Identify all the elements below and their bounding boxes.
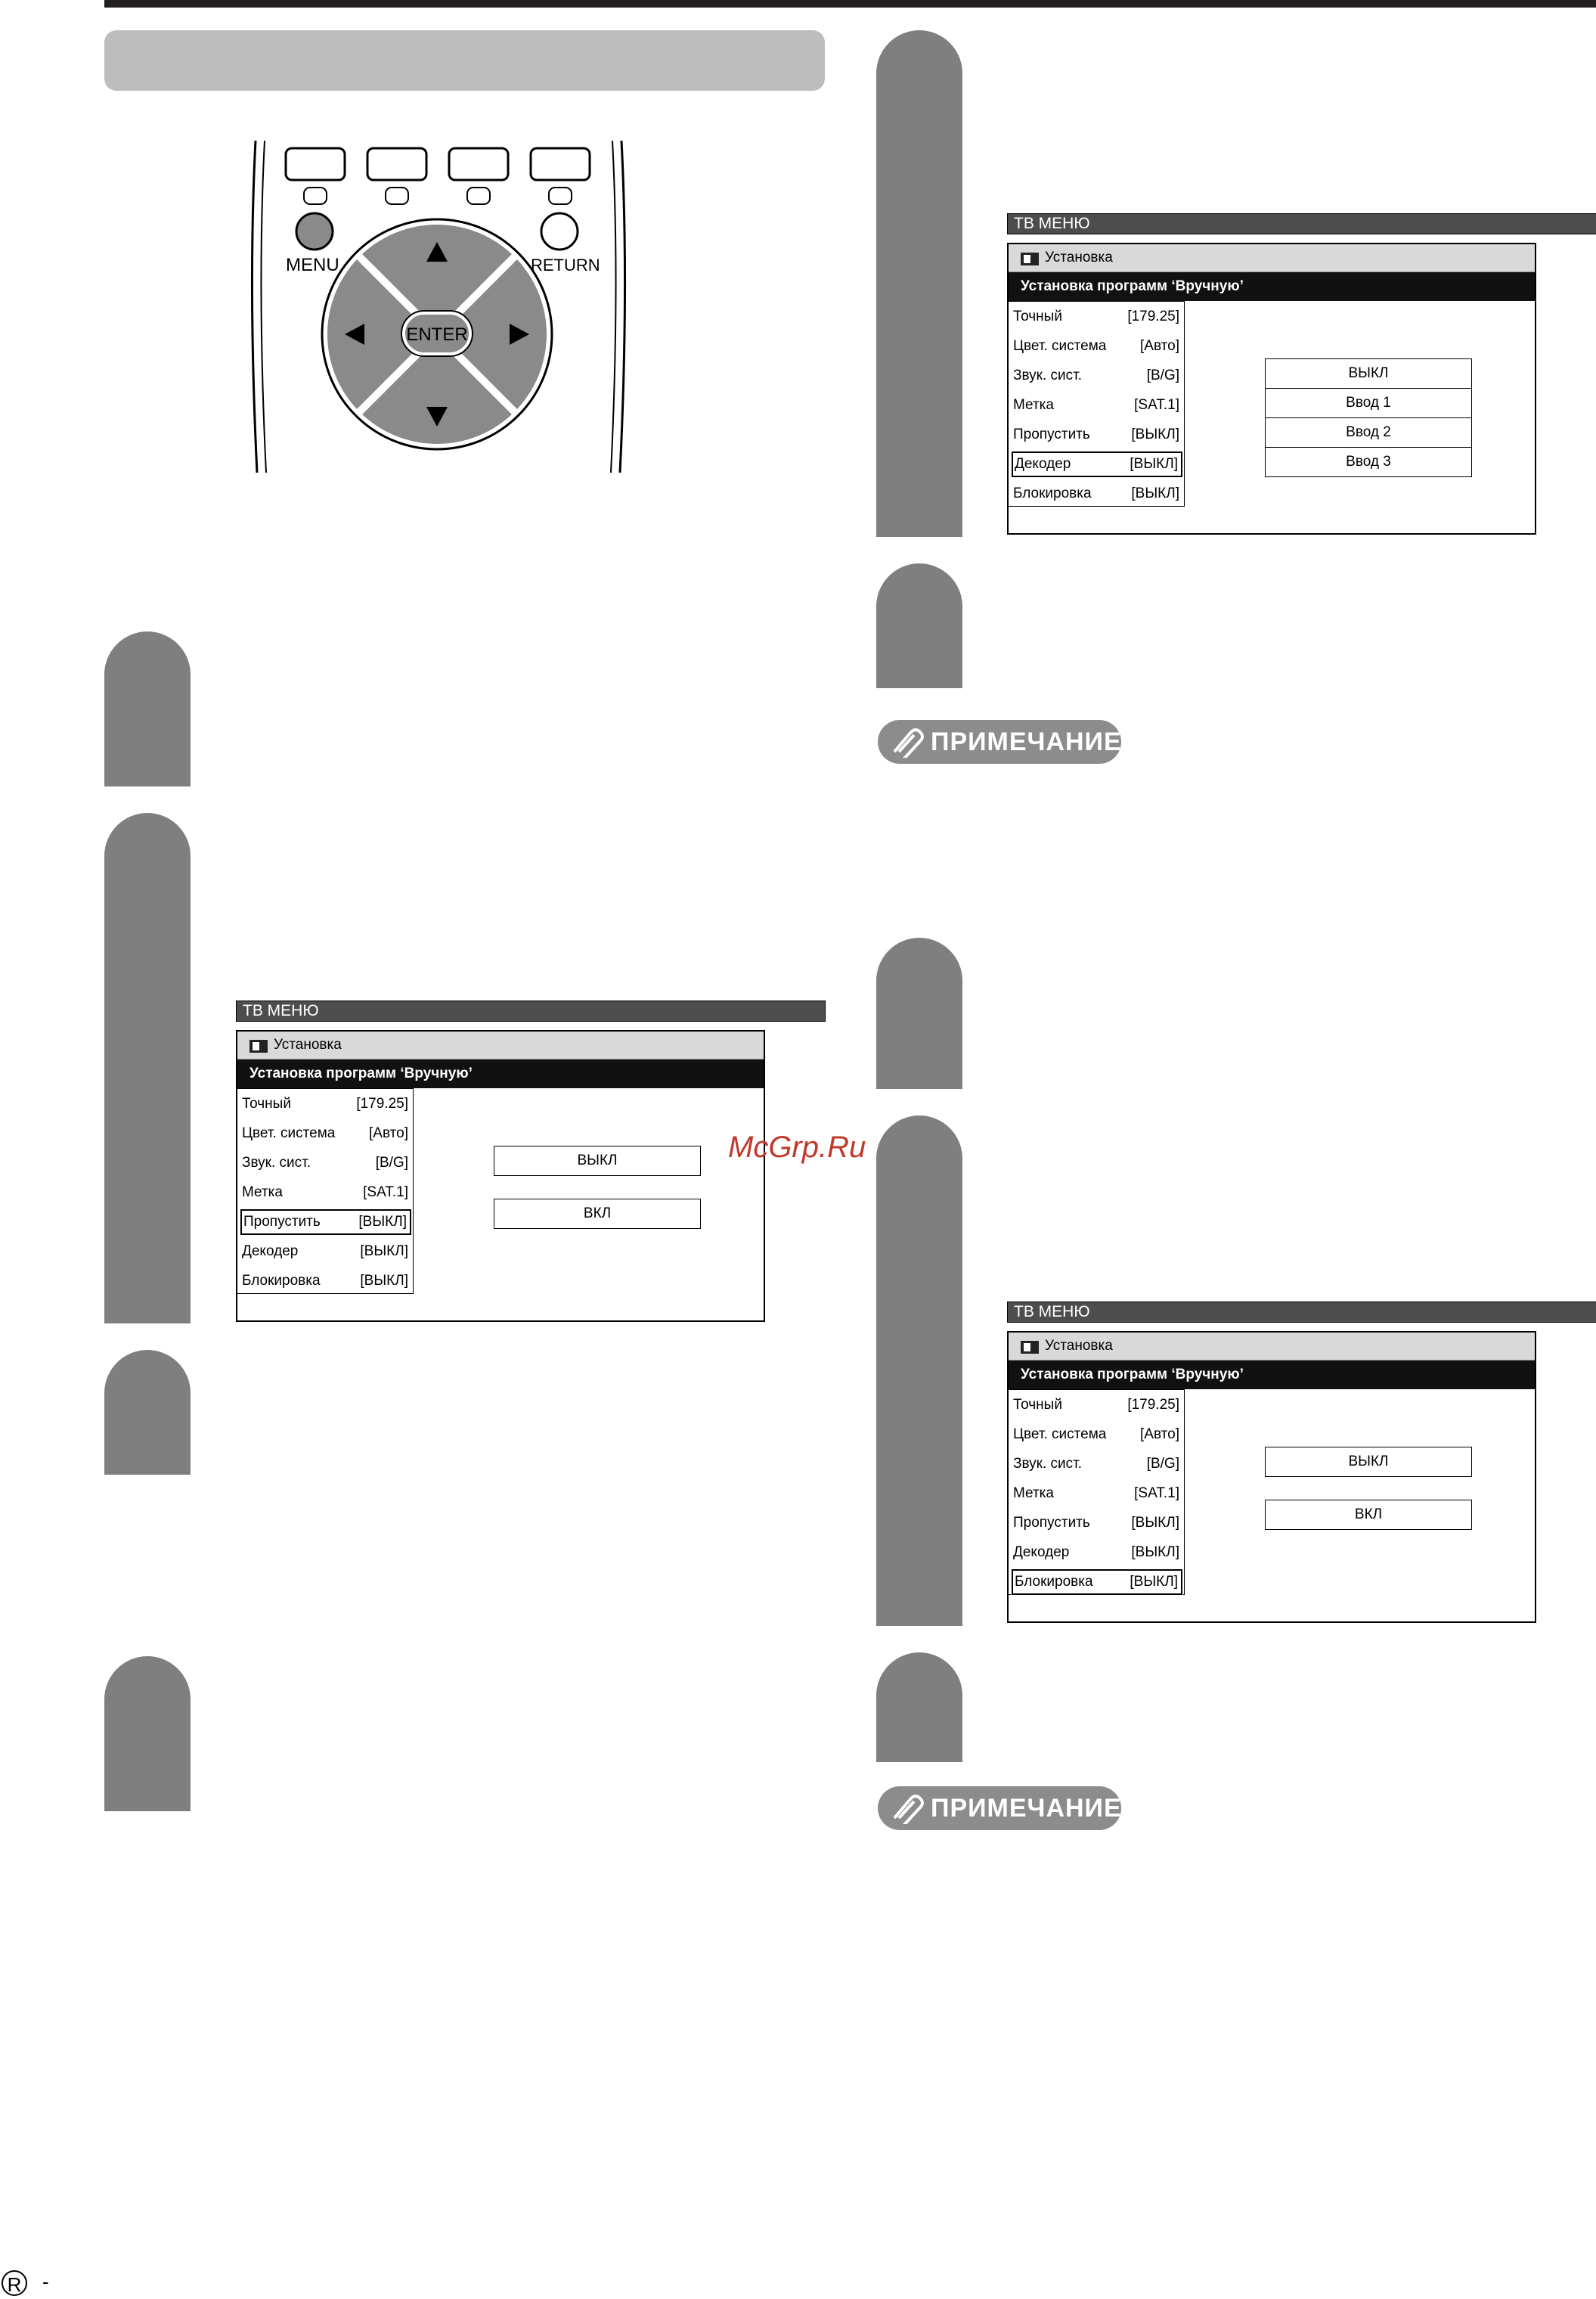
manual-setup-title: Установка программ ‘Вручную’	[1009, 1360, 1535, 1389]
option-off[interactable]: ВЫКЛ	[1265, 358, 1472, 389]
color-button-4[interactable]	[531, 148, 590, 180]
tv-menu-screen-lock	[1007, 1302, 1536, 1623]
setup-label: Установка	[274, 1037, 342, 1053]
menu-row-decoder[interactable]: Декодер [ВЫКЛ]	[1012, 451, 1182, 477]
step-marker	[876, 1115, 962, 1626]
color-button-2[interactable]	[367, 148, 426, 180]
settings-list	[1009, 301, 1185, 507]
teletext-icon	[549, 188, 572, 204]
step-marker	[104, 1350, 191, 1475]
tv-menu-header: ТВ МЕНЮ	[236, 1001, 826, 1022]
option-on[interactable]: ВКЛ	[494, 1199, 701, 1229]
watermark: McGrp.Ru	[728, 1131, 866, 1164]
teletext-reveal-icon	[386, 188, 408, 204]
option-off[interactable]: ВЫКЛ	[494, 1146, 701, 1176]
settings-list	[237, 1088, 414, 1294]
menu-row-lock[interactable]: Блокировка [ВЫКЛ]	[1013, 486, 1179, 501]
menu-row-skip[interactable]: Пропустить [ВЫКЛ]	[1013, 427, 1179, 442]
note-badge	[878, 720, 1121, 764]
region-mark: R	[2, 2270, 27, 2296]
menu-row-fine[interactable]: Точный [179.25]	[1013, 309, 1179, 324]
step-marker	[876, 938, 962, 1089]
step-marker	[876, 30, 962, 537]
setup-label: Установка	[1045, 1338, 1113, 1354]
return-label: RETURN	[531, 256, 600, 275]
page-footer	[0, 2269, 49, 2299]
menu-label: MENU	[286, 255, 339, 275]
color-button-3[interactable]	[449, 148, 508, 180]
menu-row-color-system[interactable]: Цвет. система [Авто]	[1013, 338, 1179, 354]
option-input-2[interactable]: Ввод 2	[1265, 417, 1472, 448]
settings-list	[1009, 1389, 1185, 1595]
menu-row-label[interactable]: Метка [SAT.1]	[1013, 1485, 1179, 1501]
menu-row-sound-system[interactable]: Звук. сист. [B/G]	[1013, 368, 1179, 383]
tv-setup-icon	[248, 1037, 269, 1053]
menu-row-fine[interactable]: Точный [179.25]	[1013, 1397, 1179, 1413]
top-rule	[104, 0, 1596, 8]
option-on[interactable]: ВКЛ	[1265, 1500, 1472, 1530]
remote-control-illustration	[242, 136, 635, 476]
menu-row-decoder[interactable]: Декодер [ВЫКЛ]	[1013, 1544, 1179, 1560]
menu-row-lock[interactable]: Блокировка [ВЫКЛ]	[242, 1273, 408, 1289]
menu-row-sound-system[interactable]: Звук. сист. [B/G]	[1013, 1456, 1179, 1472]
manual-setup-title: Установка программ ‘Вручную’	[1009, 272, 1535, 301]
menu-row-label[interactable]: Метка [SAT.1]	[1013, 397, 1179, 413]
step-marker	[876, 563, 962, 688]
note-badge	[878, 1786, 1121, 1830]
color-button-1[interactable]	[286, 148, 345, 180]
step-marker	[876, 1652, 962, 1762]
menu-row-color-system[interactable]: Цвет. система [Авто]	[1013, 1426, 1179, 1442]
setup-header	[1009, 244, 1535, 272]
menu-row-decoder[interactable]: Декодер [ВЫКЛ]	[242, 1243, 408, 1259]
subtitle-icon	[304, 188, 327, 204]
step-marker	[104, 1656, 191, 1811]
menu-row-color-system[interactable]: Цвет. система [Авто]	[242, 1125, 408, 1141]
menu-row-skip[interactable]: Пропустить [ВЫКЛ]	[240, 1209, 411, 1235]
page-dash: -	[42, 2270, 49, 2293]
menu-row-skip[interactable]: Пропустить [ВЫКЛ]	[1013, 1515, 1179, 1531]
setup-header	[237, 1032, 764, 1060]
step-marker	[104, 631, 191, 786]
option-input-1[interactable]: Ввод 1	[1265, 388, 1472, 418]
menu-panel	[1007, 1331, 1536, 1623]
menu-button[interactable]	[296, 213, 333, 250]
enter-label: ENTER	[406, 324, 468, 345]
paperclip-icon	[888, 726, 926, 758]
note-label: ПРИМЕЧАНИЕ	[931, 728, 1122, 756]
menu-row-label[interactable]: Метка [SAT.1]	[242, 1184, 408, 1200]
step-marker	[104, 813, 191, 1323]
setup-label: Установка	[1045, 250, 1113, 265]
paperclip-icon	[888, 1792, 926, 1824]
teletext-info-icon	[467, 188, 490, 204]
setup-header	[1009, 1333, 1535, 1360]
menu-row-lock[interactable]: Блокировка [ВЫКЛ]	[1012, 1569, 1182, 1595]
tv-menu-screen-decoder	[1007, 213, 1536, 535]
tv-menu-header: ТВ МЕНЮ	[1007, 213, 1596, 234]
tv-setup-icon	[1019, 250, 1040, 266]
return-button[interactable]	[541, 213, 578, 250]
menu-row-fine[interactable]: Точный [179.25]	[242, 1096, 408, 1112]
note-label: ПРИМЕЧАНИЕ	[931, 1794, 1122, 1823]
option-input-3[interactable]: Ввод 3	[1265, 447, 1472, 477]
tv-menu-screen-skip	[236, 1001, 765, 1322]
menu-panel	[1007, 243, 1536, 535]
menu-panel	[236, 1030, 765, 1322]
section-title-bar	[104, 30, 825, 91]
menu-row-sound-system[interactable]: Звук. сист. [B/G]	[242, 1155, 408, 1171]
option-off[interactable]: ВЫКЛ	[1265, 1447, 1472, 1477]
manual-setup-title: Установка программ ‘Вручную’	[237, 1060, 764, 1088]
tv-setup-icon	[1019, 1338, 1040, 1354]
tv-menu-header: ТВ МЕНЮ	[1007, 1302, 1596, 1323]
